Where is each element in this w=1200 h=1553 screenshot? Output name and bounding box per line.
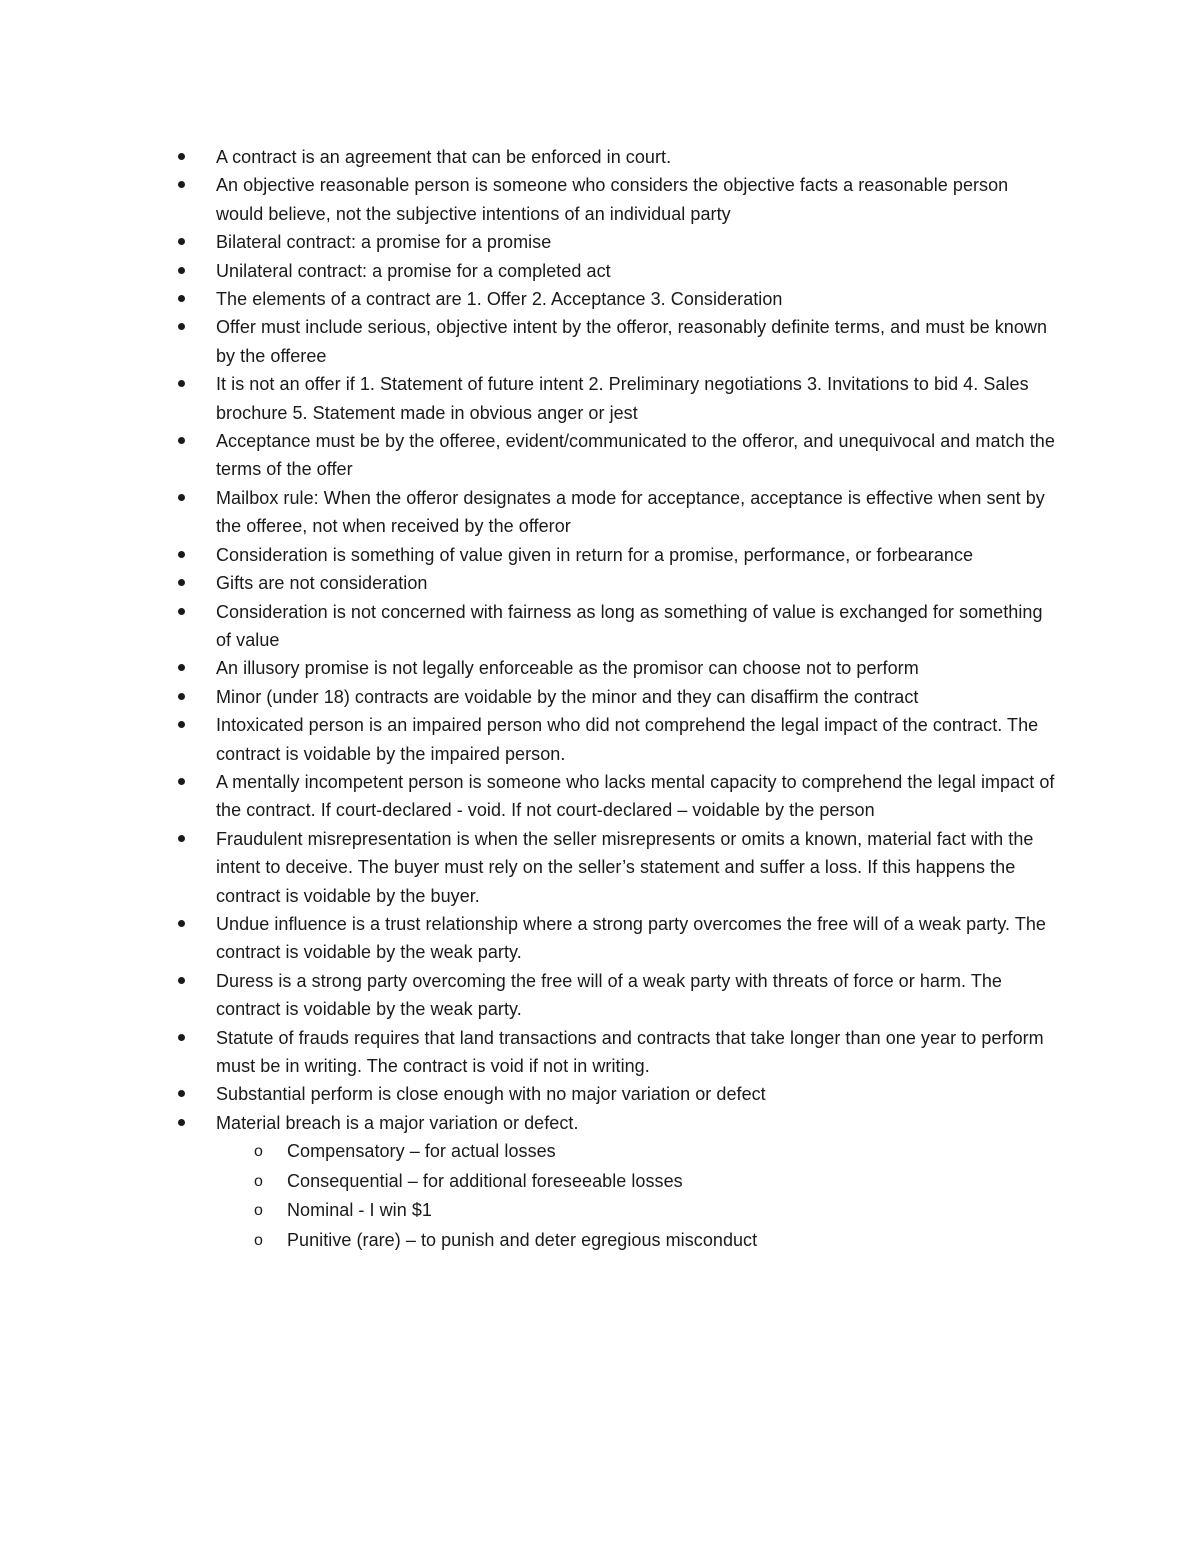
bullet-icon (178, 494, 185, 501)
sub-list-item-text: Compensatory – for actual losses (287, 1141, 556, 1162)
list-item (170, 967, 1060, 1024)
bullet-icon (178, 267, 185, 274)
list-item-text: Substantial perform is close enough with no major variation or defect (216, 1084, 766, 1105)
list-item-text: A mentally incompetent person is someone who lacks mental capacity to comprehend the legal impact of the contract. If court-declared - void. If not court-declared – voidable by the person (216, 771, 1055, 821)
bullet-icon (178, 1034, 185, 1041)
list-item (170, 569, 1060, 597)
list-item-text: Consideration is not concerned with fairness as long as something of value is exchanged for something of value (216, 601, 1043, 650)
list-item-text: Bilateral contract: a promise for a promise (216, 232, 552, 253)
sub-bullet-marker: o (254, 1172, 263, 1190)
sub-list-item (216, 1137, 1060, 1167)
bullet-icon (178, 1090, 185, 1097)
bullet-icon (178, 664, 185, 671)
list-item-text: Intoxicated person is an impaired person who did not comprehend the legal impact of the contract. The contract is voidable by the impaired person. (216, 715, 1039, 764)
sub-list-item-text: Consequential – for additional foreseeable losses (287, 1170, 683, 1191)
bullet-icon (178, 693, 185, 700)
list-item (170, 654, 1060, 682)
list-item (170, 427, 1060, 484)
list-item (170, 171, 1060, 228)
bullet-icon (178, 721, 185, 728)
bullet-list (170, 143, 1060, 1255)
sub-bullet-list (216, 1137, 1060, 1255)
bullet-icon (178, 153, 185, 160)
bullet-icon (178, 1119, 185, 1126)
bullet-icon (178, 608, 185, 615)
list-item (170, 313, 1060, 370)
list-item-text: It is not an offer if 1. Statement of future intent 2. Preliminary negotiations 3. Invitations to bid 4. Sales brochure 5. Statement made in obvious anger or jest (216, 374, 1029, 423)
list-item (170, 768, 1060, 825)
list-item-text: Undue influence is a trust relationship where a strong party overcomes the free will of a weak party. The contract is voidable by the weak party. (216, 913, 1046, 963)
bullet-icon (178, 579, 185, 586)
sub-bullet-marker: o (254, 1143, 263, 1161)
bullet-icon (178, 238, 185, 245)
list-item-text: Duress is a strong party overcoming the free will of a weak party with threats of force or harm. The contract is voidable by the weak party. (216, 970, 1002, 1020)
sub-list-item (216, 1196, 1060, 1226)
sub-list-item-text: Punitive (rare) – to punish and deter egregious misconduct (287, 1229, 758, 1250)
list-item-text: Mailbox rule: When the offeror designates a mode for acceptance, acceptance is effective when sent by the offeree, not when received by the offeror (216, 487, 1045, 537)
list-item (170, 228, 1060, 256)
list-item-text: Gifts are not consideration (216, 573, 428, 594)
list-item-text: Offer must include serious, objective intent by the offeror, reasonably definite terms, and must be known by the offeree (216, 317, 1048, 366)
bullet-icon (178, 778, 185, 785)
bullet-icon (178, 977, 185, 984)
sub-bullet-marker: o (254, 1231, 263, 1249)
list-item (170, 910, 1060, 967)
list-item-text: Consideration is something of value given in return for a promise, performance, or forbearance (216, 544, 974, 565)
list-item (170, 143, 1060, 171)
sub-bullet-marker: o (254, 1202, 263, 1220)
bullet-icon (178, 181, 185, 188)
list-item-text: A contract is an agreement that can be enforced in court. (216, 147, 672, 167)
list-item-text: Fraudulent misrepresentation is when the seller misrepresents or omits a known, material fact with the intent to deceive. The buyer must rely on the seller’s statement and suffer a loss. If this happens the contract is voidable by the buyer. (216, 828, 1034, 906)
list-item-text: Acceptance must be by the offeree, evident/communicated to the offeror, and unequivocal and match the terms of the offer (216, 431, 1055, 480)
bullet-icon (178, 437, 185, 444)
list-item (170, 1109, 1060, 1255)
list-item-text: Material breach is a major variation or defect. (216, 1112, 579, 1133)
list-item-text: An illusory promise is not legally enforceable as the promisor can choose not to perform (216, 658, 919, 679)
list-item (170, 285, 1060, 313)
sub-list-item-text: Nominal - I win $1 (287, 1200, 432, 1221)
sub-list-item (216, 1167, 1060, 1197)
list-item (170, 825, 1060, 910)
list-item-text: The elements of a contract are 1. Offer 2. Acceptance 3. Consideration (216, 289, 783, 310)
list-item-text: An objective reasonable person is someone who considers the objective facts a reasonable person would believe, not the subjective intentions of an individual party (216, 175, 1009, 224)
list-item (170, 1080, 1060, 1108)
bullet-icon (178, 835, 185, 842)
list-item (170, 711, 1060, 768)
list-item (170, 541, 1060, 569)
list-item (170, 598, 1060, 655)
bullet-icon (178, 380, 185, 387)
list-item (170, 370, 1060, 427)
bullet-icon (178, 551, 185, 558)
bullet-icon (178, 323, 185, 330)
list-item-text: Unilateral contract: a promise for a completed act (216, 260, 611, 281)
list-item-text: Statute of frauds requires that land transactions and contracts that take longer than one year to perform must be in writing. The contract is void if not in writing. (216, 1027, 1044, 1076)
bullet-icon (178, 295, 185, 302)
sub-list-item (216, 1226, 1060, 1256)
list-item (170, 484, 1060, 541)
list-item-text: Minor (under 18) contracts are voidable by the minor and they can disaffirm the contract (216, 686, 919, 707)
list-item (170, 257, 1060, 285)
list-item (170, 683, 1060, 711)
bullet-icon (178, 920, 185, 927)
list-item (170, 1024, 1060, 1081)
